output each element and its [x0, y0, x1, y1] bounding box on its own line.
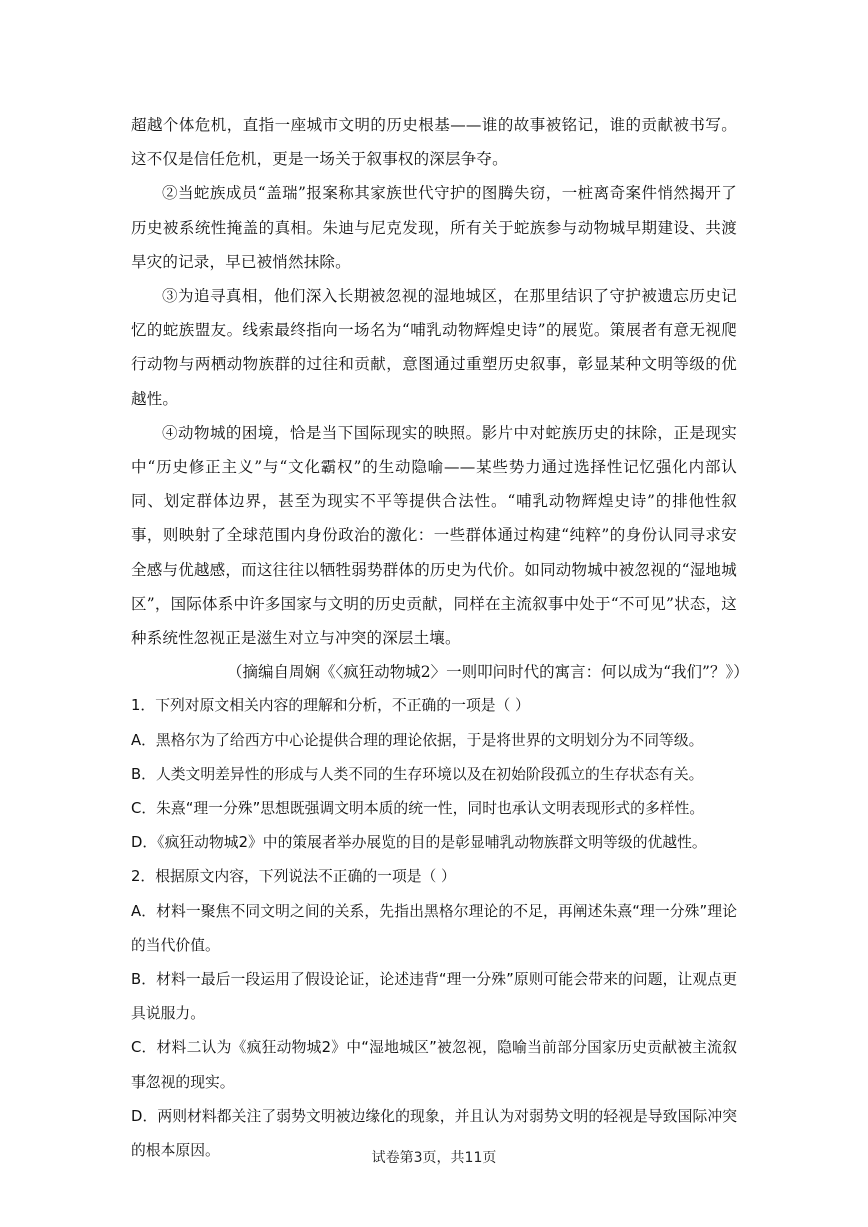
- question-1-stem: 1．下列对原文相关内容的理解和分析，不正确的一项是（ ）: [131, 697, 530, 715]
- question-1-option-a: A．黑格尔为了给西方中心论提供合理的理论依据，于是将世界的文明划分为不同等级。: [131, 731, 704, 749]
- question-2-option-a: A．材料一聚焦不同文明之间的关系，先指出黑格尔理论的不足，再阐述朱熹“理一分殊”理论的当代价值。: [131, 902, 737, 954]
- question-2-option-b: B．材料一最后一段运用了假设论证，论述违背“理一分殊”原则可能会带来的问题，让观点更具说服力。: [131, 971, 737, 1023]
- question-1: [131, 689, 737, 860]
- question-2-stem: 2．根据原文内容，下列说法不正确的一项是（ ）: [131, 868, 456, 886]
- passage-paragraph-continued: 超越个体危机，直指一座城市文明的历史根基——谁的故事被铭记，谁的贡献被书写。这不仅是信任危机，更是一场关于叙事权的深层争夺。: [131, 116, 737, 169]
- question-1-option-d: D．《疯狂动物城2》中的策展者举办展览的目的是彰显哺乳动物族群文明等级的优越性。: [131, 834, 707, 852]
- question-2-option-c: C．材料二认为《疯狂动物城2》中“湿地城区”被忽视，隐喻当前部分国家历史贡献被主流叙事忽视的现实。: [131, 1039, 737, 1091]
- question-2: [131, 860, 737, 1168]
- page-content: [131, 108, 749, 1168]
- passage-source-citation: （摘编自周娴《〈疯狂动物城2〉一则叩问时代的寓言：何以成为“我们”？》）: [227, 663, 749, 682]
- page-footer: 试卷第3页，共11页: [371, 1150, 497, 1166]
- passage-paragraph-3: ③为追寻真相，他们深入长期被忽视的湿地城区，在那里结识了守护被遗忘历史记忆的蛇族盟友。线索最终指向一场名为“哺乳动物辉煌史诗”的展览。策展者有意无视爬行动物与两栖动物族群的过往和贡献，意图通过重塑历史叙事，彰显某种文明等级的优越性。: [131, 287, 737, 408]
- passage-paragraph-2: ②当蛇族成员“盖瑞”报案称其家族世代守护的图腾失窃，一桩离奇案件悄然揭开了历史被系统性掩盖的真相。朱迪与尼克发现，所有关于蛇族参与动物城早期建设、共渡旱灾的记录，早已被悄然抹除。: [131, 184, 737, 271]
- question-1-option-c: C．朱熹“理一分殊”思想既强调文明本质的统一性，同时也承认文明表现形式的多样性。: [131, 800, 705, 818]
- question-2-option-d: D．两则材料都关注了弱势文明被边缘化的现象，并且认为对弱势文明的轻视是导致国际冲突的根本原因。: [131, 1107, 737, 1160]
- passage-paragraph-4: ④动物城的困境，恰是当下国际现实的映照。影片中对蛇族历史的抹除，正是现实中“历史修正主义”与“文化霸权”的生动隐喻——某些势力通过选择性记忆强化内部认同、划定群体边界，甚至为现实不平等提供合法性。“哺乳动物辉煌史诗”的排他性叙事，则映射了全球范围内身份政治的激化：一些群体通过构建“纯粹”的身份认同寻求安全感与优越感，而这往往以牺牲弱势群体的历史为代价。如同动物城中被忽视的“湿地城区”，国际体系中许多国家与文明的历史贡献，同样在主流叙事中处于“不可见”状态，这种系统性忽视正是滋生对立与冲突的深层土壤。: [131, 423, 737, 648]
- question-1-option-b: B．人类文明差异性的形成与人类不同的生存环境以及在初始阶段孤立的生存状态有关。: [131, 765, 704, 783]
